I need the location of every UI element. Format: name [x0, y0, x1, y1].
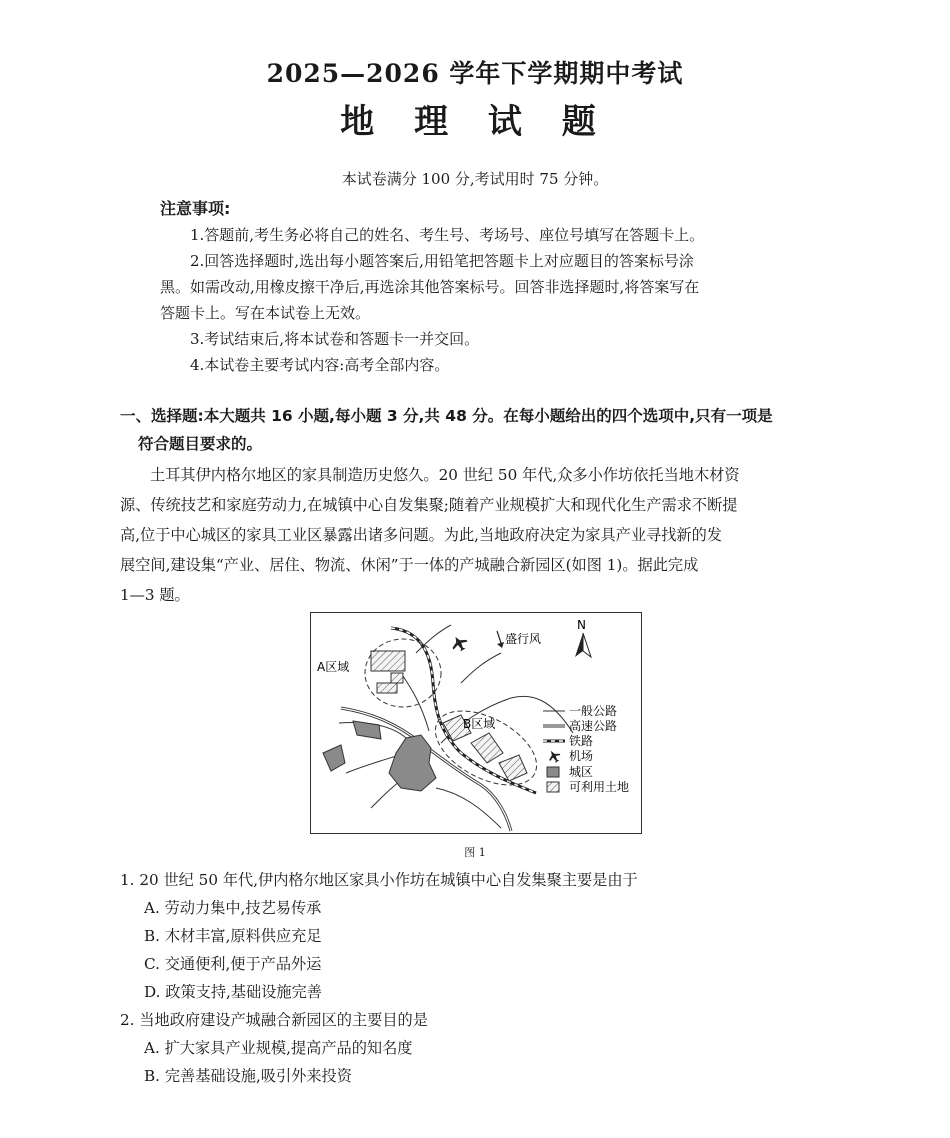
notice-item-1: 1.答题前,考生务必将自己的姓名、考生号、考场号、座位号填写在答题卡上。: [190, 226, 705, 244]
section-heading: [120, 402, 840, 458]
passage-line-3: 高,位于中心城区的家具工业区暴露出诸多问题。为此,当地政府决定为家具产业寻找新的发: [120, 526, 722, 544]
figure-caption: 图 1: [464, 846, 486, 859]
area-a-label: A区域: [317, 660, 350, 674]
notice-item-3: 3.考试结束后,将本试卷和答题卡一并交回。: [190, 330, 480, 348]
notice-item-2-line-1: 2.回答选择题时,选出每小题答案后,用铅笔把答题卡上对应题目的答案标号涂: [190, 252, 694, 270]
question-2-option-b: B. 完善基础设施,吸引外来投资: [144, 1067, 352, 1085]
passage-line-5: 1—3 题。: [120, 586, 190, 604]
notice-item-2-line-3: 答题卡上。写在本试卷上无效。: [160, 304, 371, 322]
wind-arrow-icon: [497, 631, 504, 648]
legend-urban: 城区: [569, 765, 594, 779]
north-arrow-icon: [575, 633, 591, 657]
legend-airport: 机场: [569, 749, 594, 763]
passage-line-2: 源、传统技艺和家庭劳动力,在城镇中心自发集聚;随着产业规模扩大和现代化生产需求不断提: [120, 496, 738, 514]
question-list: [120, 866, 840, 1090]
question-1-option-c: C. 交通便利,便于产品外运: [144, 955, 322, 973]
exam-title: 2025—2026 学年下学期期中考试: [266, 59, 684, 88]
passage-line-1: 土耳其伊内格尔地区的家具制造历史悠久。20 世纪 50 年代,众多小作坊依托当地木材资: [150, 466, 740, 484]
section-heading-line-1: 一、选择题:本大题共 16 小题,每小题 3 分,共 48 分。在每小题给出的四个选项中,只有一项是: [120, 407, 773, 425]
section-heading-line-2: 符合题目要求的。: [138, 435, 263, 453]
passage-line-4: 展空间,建设集“产业、居住、物流、休闲”于一体的产城融合新园区(如图 1)。据此完成: [120, 556, 699, 574]
question-1-option-d: D. 政策支持,基础设施完善: [144, 983, 322, 1001]
notice-list: [160, 222, 800, 378]
notice-heading: 注意事项:: [160, 199, 231, 218]
question-2-stem: 2. 当地政府建设产城融合新园区的主要目的是: [120, 1011, 428, 1029]
map-legend: [543, 704, 629, 794]
map-drawing: [311, 613, 641, 833]
exam-info: 本试卷满分 100 分,考试用时 75 分钟。: [341, 170, 609, 188]
north-label: N: [577, 618, 586, 632]
notice-item-4: 4.本试卷主要考试内容:高考全部内容。: [190, 356, 450, 374]
reading-passage: [120, 460, 845, 610]
legend-available-land: 可利用土地: [569, 780, 630, 794]
question-1-option-a: A. 劳动力集中,技艺易传承: [144, 899, 322, 917]
legend-highway: 高速公路: [569, 719, 618, 733]
notice-item-2-line-2: 黑。如需改动,用橡皮擦干净后,再选涂其他答案标号。回答非选择题时,将答案写在: [160, 278, 700, 296]
area-b-label: B区域: [463, 717, 496, 731]
wind-label: 盛行风: [505, 632, 542, 646]
legend-railway: 铁路: [569, 734, 594, 748]
legend-symbol-urban: [547, 767, 559, 777]
map-figure: [310, 612, 642, 834]
legend-general-road: 一般公路: [569, 704, 618, 718]
question-1-stem: 1. 20 世纪 50 年代,伊内格尔地区家具小作坊在城镇中心自发集聚主要是由于: [120, 871, 638, 889]
subject-title: 地 理 试 题: [340, 102, 610, 142]
legend-airport-icon: [546, 748, 563, 765]
airport-icon: [449, 633, 470, 654]
question-1-option-b: B. 木材丰富,原料供应充足: [144, 927, 322, 945]
urban-areas: [323, 721, 436, 791]
legend-symbol-available-land: [547, 782, 559, 792]
question-2-option-a: A. 扩大家具产业规模,提高产品的知名度: [144, 1039, 413, 1057]
